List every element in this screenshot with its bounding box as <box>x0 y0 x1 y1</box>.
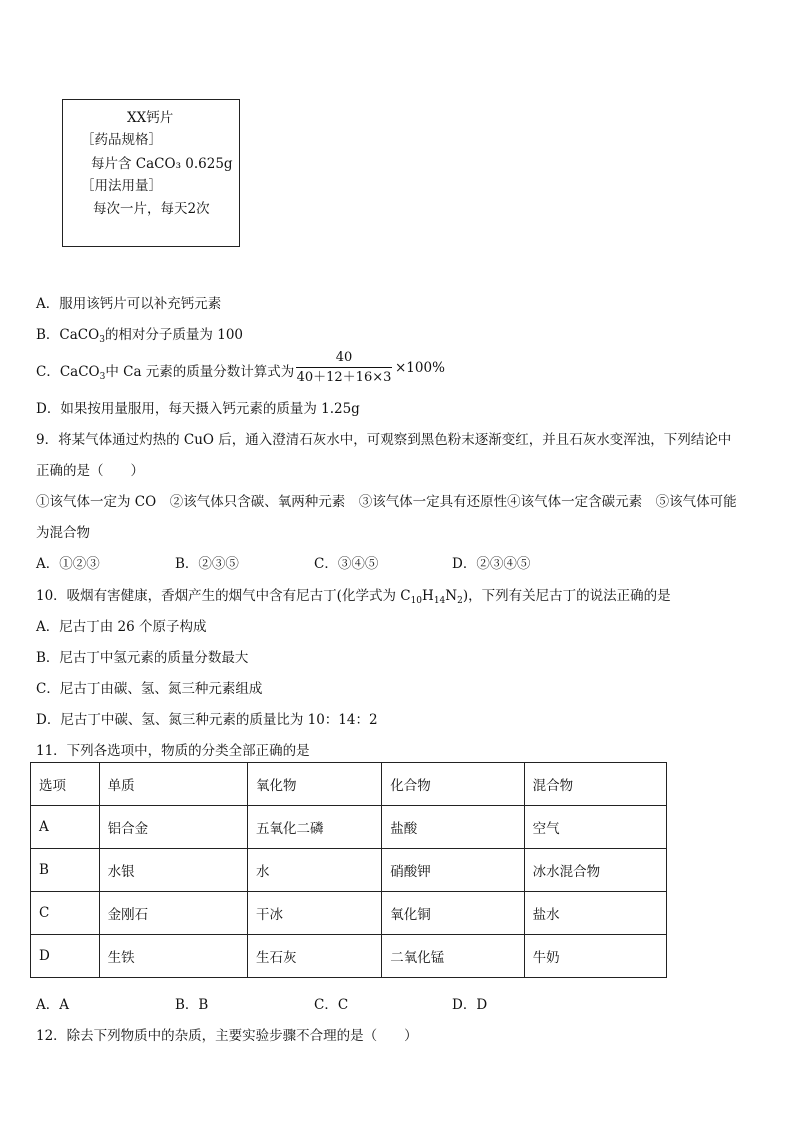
table-cell: 五氧化二磷 <box>248 806 382 849</box>
q10-option-b: B．尼古丁中氢元素的质量分数最大 <box>36 650 249 666</box>
fraction-denominator: 40＋12＋16×3 <box>296 370 392 385</box>
q9-option-d: D．②③④⑤ <box>452 556 531 572</box>
q9-option-a: A．①②③ <box>36 556 100 572</box>
q11-option-c: C．C <box>314 997 349 1013</box>
fraction-multiplier: ×100% <box>395 360 445 376</box>
table-cell: 干冰 <box>248 892 382 935</box>
table-cell: 水银 <box>99 849 247 892</box>
q11-stem: 11．下列各选项中，物质的分类全部正确的是 <box>36 743 310 759</box>
q9-statements-line2: 为混合物 <box>36 525 90 541</box>
q12-stem: 12．除去下列物质中的杂质，主要实验步骤不合理的是（ ） <box>36 1028 418 1044</box>
fraction-bar <box>296 367 392 368</box>
table-row <box>31 892 667 935</box>
table-cell: 氧化铜 <box>382 892 524 935</box>
q8-option-d: D．如果按用量服用，每天摄入钙元素的质量为 1.25g <box>36 401 360 417</box>
q9-option-c: C．③④⑤ <box>314 556 379 572</box>
label-usage-heading: ［用法用量］ <box>81 178 162 194</box>
mass-fraction-formula <box>296 350 392 386</box>
label-spec-heading: ［药品规格］ <box>81 132 162 148</box>
q8-option-b: B．CaCO$_3$的相对分子质量为 100 <box>36 327 243 345</box>
q11-option-b: B．B <box>175 997 209 1013</box>
table-cell: 生石灰 <box>248 935 382 978</box>
table-cell: C <box>31 892 100 935</box>
table-header-row <box>31 763 667 806</box>
table-cell: 二氧化锰 <box>382 935 524 978</box>
table-cell: 冰水混合物 <box>524 849 666 892</box>
classification-table <box>30 762 667 978</box>
table-cell: 牛奶 <box>524 935 666 978</box>
table-cell: 金刚石 <box>99 892 247 935</box>
table-header-cell: 混合物 <box>524 763 666 806</box>
q11-option-d: D．D <box>452 997 488 1013</box>
table-cell: 空气 <box>524 806 666 849</box>
table-cell: D <box>31 935 100 978</box>
label-title: XX钙片 <box>127 110 174 126</box>
table-row <box>31 806 667 849</box>
table-cell: 铝合金 <box>99 806 247 849</box>
q10-stem: 10．吸烟有害健康，香烟产生的烟气中含有尼古丁(化学式为 $C_{10}H_{14}N_2$)，下列有关尼古丁的说法正确的是 <box>36 588 671 606</box>
table-row <box>31 935 667 978</box>
q11-option-a: A．A <box>36 997 69 1013</box>
q9-stem-line1: 9．将某气体通过灼热的 CuO 后，通入澄清石灰水中，可观察到黑色粉末逐渐变红，并且石灰水变浑浊，下列结论中 <box>36 432 732 448</box>
label-spec-value: 每片含 CaCO₃ 0.625g <box>91 156 233 172</box>
q9-stem-line2: 正确的是（ ） <box>36 463 144 479</box>
table-cell: 硝酸钾 <box>382 849 524 892</box>
fraction-numerator: 40 <box>335 350 353 365</box>
table-cell: 水 <box>248 849 382 892</box>
q10-option-d: D．尼古丁中碳、氢、氮三种元素的质量比为 10：14：2 <box>36 712 378 728</box>
q8-option-a: A．服用该钙片可以补充钙元素 <box>36 296 222 312</box>
table-header-cell: 氧化物 <box>248 763 382 806</box>
table-cell: 生铁 <box>99 935 247 978</box>
table-cell: 盐水 <box>524 892 666 935</box>
q9-statements-line1: ①该气体一定为 CO ②该气体只含碳、氧两种元素 ③该气体一定具有还原性④该气体一定含碳元素 ⑤该气体可能 <box>36 494 737 510</box>
table-cell: 盐酸 <box>382 806 524 849</box>
table-cell: A <box>31 806 100 849</box>
label-usage-value: 每次一片，每天2次 <box>93 201 210 217</box>
q10-option-c: C．尼古丁由碳、氢、氮三种元素组成 <box>36 681 263 697</box>
q10-option-a: A．尼古丁由 26 个原子构成 <box>36 619 207 635</box>
product-label-card <box>62 99 240 247</box>
table-header-cell: 化合物 <box>382 763 524 806</box>
table-header-cell: 单质 <box>99 763 247 806</box>
q8-option-c: C．CaCO$_3$中 Ca 元素的质量分数计算式为 <box>36 364 295 382</box>
table-cell: B <box>31 849 100 892</box>
q9-option-b: B．②③⑤ <box>175 556 239 572</box>
table-header-cell: 选项 <box>31 763 100 806</box>
table-row <box>31 849 667 892</box>
